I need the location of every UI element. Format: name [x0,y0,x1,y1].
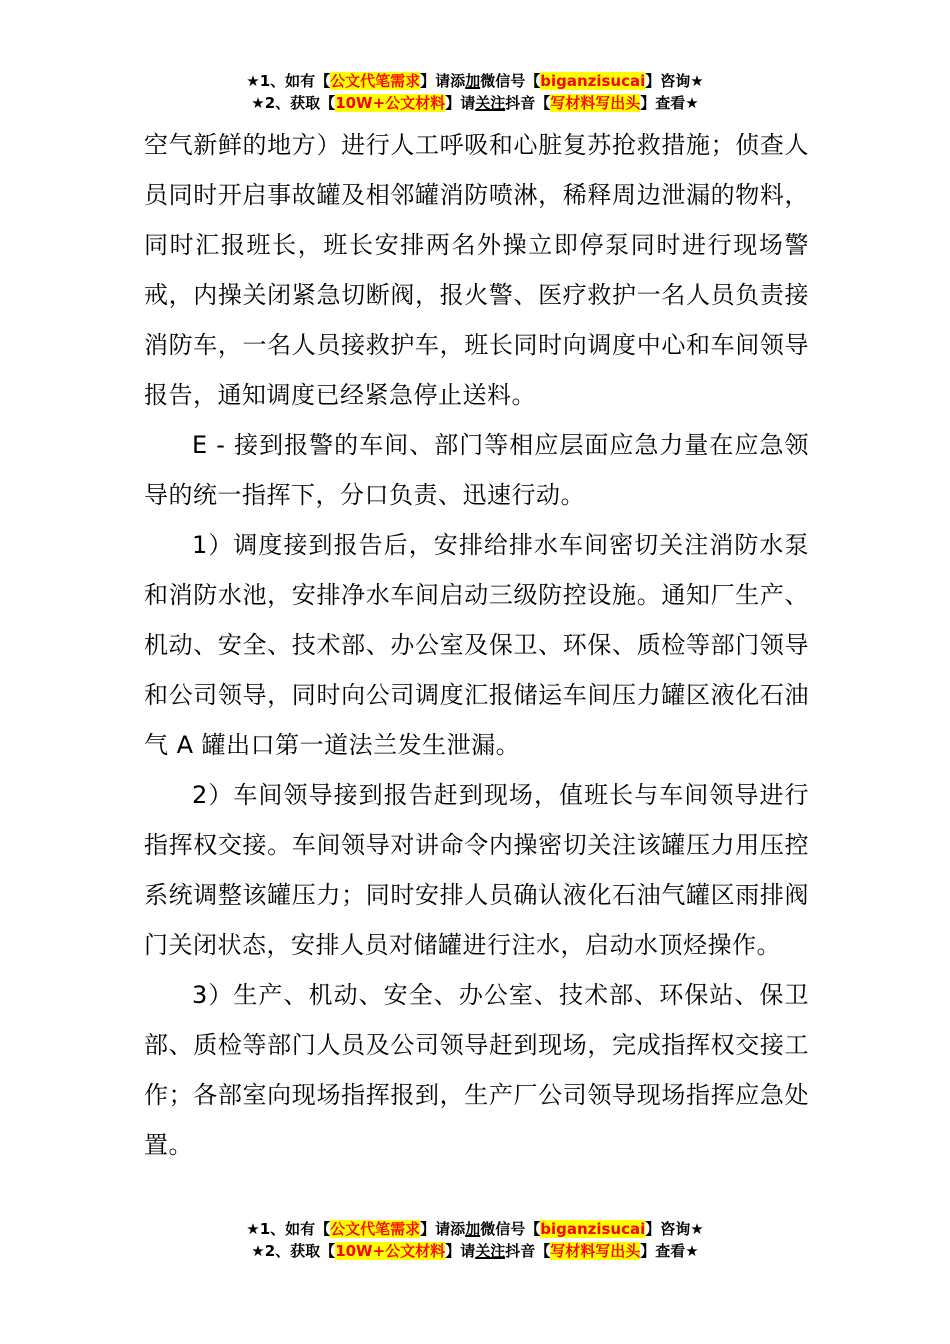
banner-text: 】请添 [420,1220,466,1238]
banner-underlined-text: 加 [465,1220,481,1238]
highlight-douyin-account: 写材料写出头 [550,1242,641,1260]
banner-text: ★2、获取【 [251,94,336,112]
banner-text: ★2、获取【 [251,1242,336,1260]
highlight-wechat-id: biganzisucai [540,1220,646,1238]
paragraph-e: E - 接到报警的车间、部门等相应层面应急力量在应急领导的统一指挥下，分口负责、迅速行动。 [144,431,809,509]
banner-underlined-text: 加 [465,72,481,90]
banner-text: 微信号【 [480,72,541,90]
banner-underlined-text: 关注 [475,1242,506,1260]
banner-text: 】请 [445,1242,476,1260]
banner-text: ★1、如有【 [246,72,331,90]
header-banner [0,70,950,114]
banner-text: 抖音【 [505,94,551,112]
paragraph-continuation: 空气新鲜的地方）进行人工呼吸和心脏复苏抢救措施；侦查人员同时开启事故罐及相邻罐消防喷淋，稀释周边泄漏的物料，同时汇报班长，班长安排两名外操立即停泵同时进行现场警戒，内操关闭紧急切断阀，报火警、医疗救护一名人员负责接消防车，一名人员接救护车，班长同时向调度中心和车间领导报告，通知调度已经紧急停止送料。 [144,131,809,409]
banner-underlined-text: 关注 [475,94,506,112]
banner-text: 】查看★ [640,1242,699,1260]
banner-text: ★1、如有【 [246,1220,331,1238]
highlight-service: 公文代笔需求 [330,1220,421,1238]
highlight-materials: 10W+公文材料 [335,94,446,112]
highlight-douyin-account: 写材料写出头 [550,94,641,112]
highlight-service: 公文代笔需求 [330,72,421,90]
footer-banner [0,1218,950,1262]
highlight-wechat-id: biganzisucai [540,72,646,90]
banner-text: 】请添 [420,72,466,90]
banner-text: 】咨询★ [645,1220,704,1238]
banner-line-1 [0,1218,950,1240]
banner-text: 微信号【 [480,1220,541,1238]
banner-text: 】查看★ [640,94,699,112]
paragraph-2: 2）车间领导接到报告赶到现场，值班长与车间领导进行指挥权交接。车间领导对讲命令内操密切关注该罐压力用压控系统调整该罐压力；同时安排人员确认液化石油气罐区雨排阀门关闭状态，安排人员对储罐进行注水，启动水顶烃操作。 [144,781,809,959]
banner-text: 抖音【 [505,1242,551,1260]
paragraph-3: 3）生产、机动、安全、办公室、技术部、环保站、保卫部、质检等部门人员及公司领导赶到现场，完成指挥权交接工作；各部室向现场指挥报到，生产厂公司领导现场指挥应急处置。 [144,981,809,1159]
banner-line-2 [0,92,950,114]
banner-text: 】请 [445,94,476,112]
highlight-materials: 10W+公文材料 [335,1242,446,1260]
banner-text: 】咨询★ [645,72,704,90]
banner-line-1 [0,70,950,92]
paragraph-1: 1）调度接到报告后，安排给排水车间密切关注消防水泵和消防水池，安排净水车间启动三级防控设施。通知厂生产、机动、安全、技术部、办公室及保卫、环保、质检等部门领导和公司领导，同时向公司调度汇报储运车间压力罐区液化石油气 A 罐出口第一道法兰发生泄漏。 [144,531,809,759]
document-body [144,120,809,1170]
banner-line-2 [0,1240,950,1262]
